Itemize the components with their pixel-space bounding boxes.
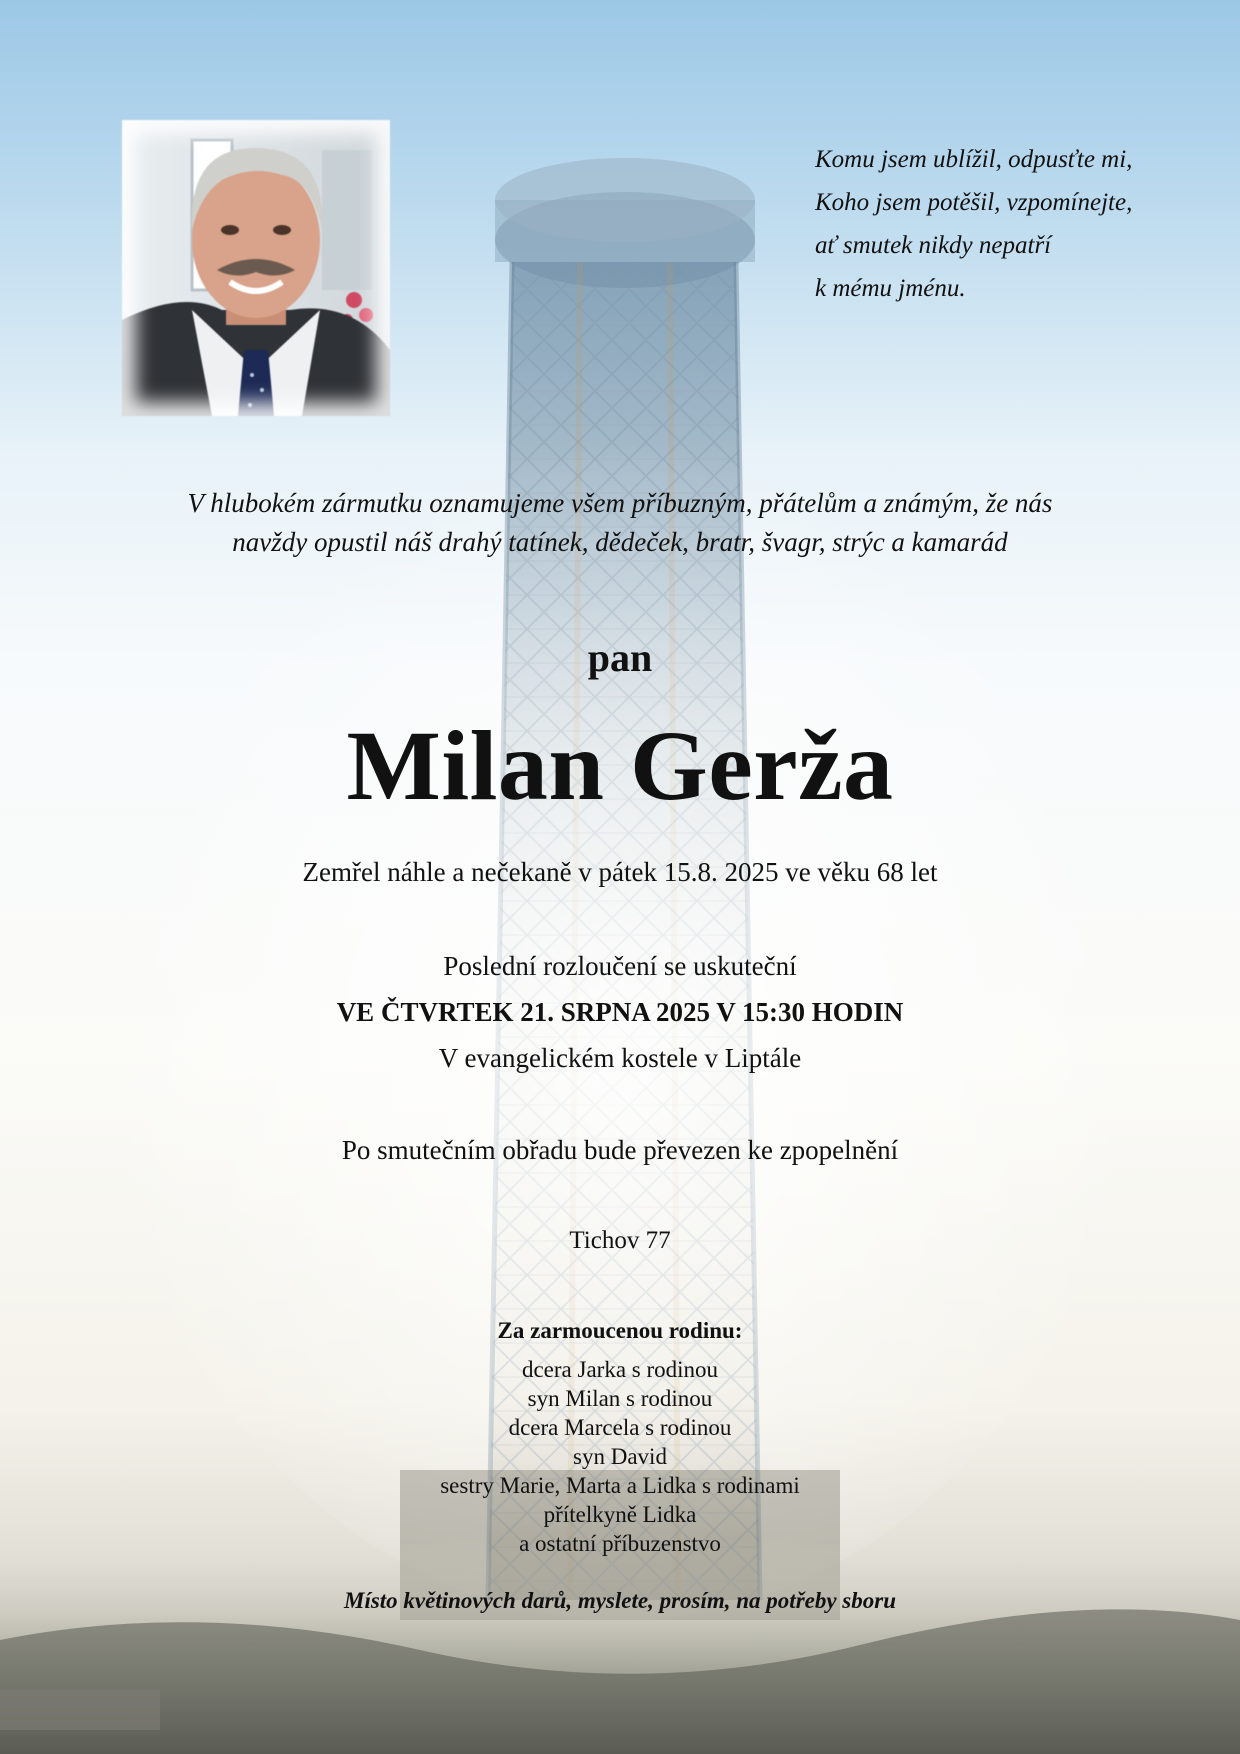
family-member: syn David	[573, 1444, 667, 1469]
intro-line: V hlubokém zármutku oznamujeme všem příbuzným, přátelům a známým, že nás	[187, 488, 1053, 518]
farewell-date: VE ČTVRTEK 21. SRPNA 2025 V 15:30 HODIN	[336, 997, 904, 1027]
family-member: dcera Jarka s rodinou	[521, 1357, 719, 1382]
farewell-place: V evangelickém kostele v Liptále	[438, 1043, 802, 1073]
family-members-list	[0, 1355, 1240, 1558]
flowers-note: Místo květinových darů, myslete, prosím, na potřeby sboru	[344, 1588, 896, 1613]
deceased-name: Milan Gerža	[346, 710, 894, 821]
family-member: a ostatní příbuzenstvo	[519, 1531, 721, 1556]
poem-line: Koho jsem potěšil, vzpomínejte,	[815, 189, 1133, 216]
family-member: sestry Marie, Marta a Lidka s rodinami	[440, 1473, 800, 1498]
address: Tichov 77	[569, 1227, 671, 1254]
family-member: syn Milan s rodinou	[527, 1386, 713, 1411]
intro-line: navždy opustil náš drahý tatínek, dědeček, bratr, švagr, strýc a kamarád	[232, 527, 1008, 557]
memorial-poem	[815, 138, 1225, 310]
announcement-intro	[0, 484, 1240, 562]
family-member: dcera Marcela s rodinou	[508, 1415, 732, 1440]
cremation-note: Po smutečním obřadu bude převezen ke zpopelnění	[341, 1135, 899, 1165]
portrait-photo	[122, 120, 390, 416]
family-member: přítelkyně Lidka	[543, 1502, 697, 1527]
poem-line: k mému jménu.	[815, 275, 966, 302]
family-title: Za zarmoucenou rodinu:	[497, 1318, 743, 1343]
portrait-image	[122, 120, 390, 416]
farewell-intro: Poslední rozloučení se uskuteční	[443, 951, 797, 981]
death-notice: Zemřel náhle a nečekaně v pátek 15.8. 2025 ve věku 68 let	[302, 857, 938, 887]
honorific: pan	[587, 635, 653, 680]
poem-line: Komu jsem ublížil, odpusťte mi,	[815, 146, 1133, 173]
poem-line: ať smutek nikdy nepatří	[815, 232, 1052, 259]
